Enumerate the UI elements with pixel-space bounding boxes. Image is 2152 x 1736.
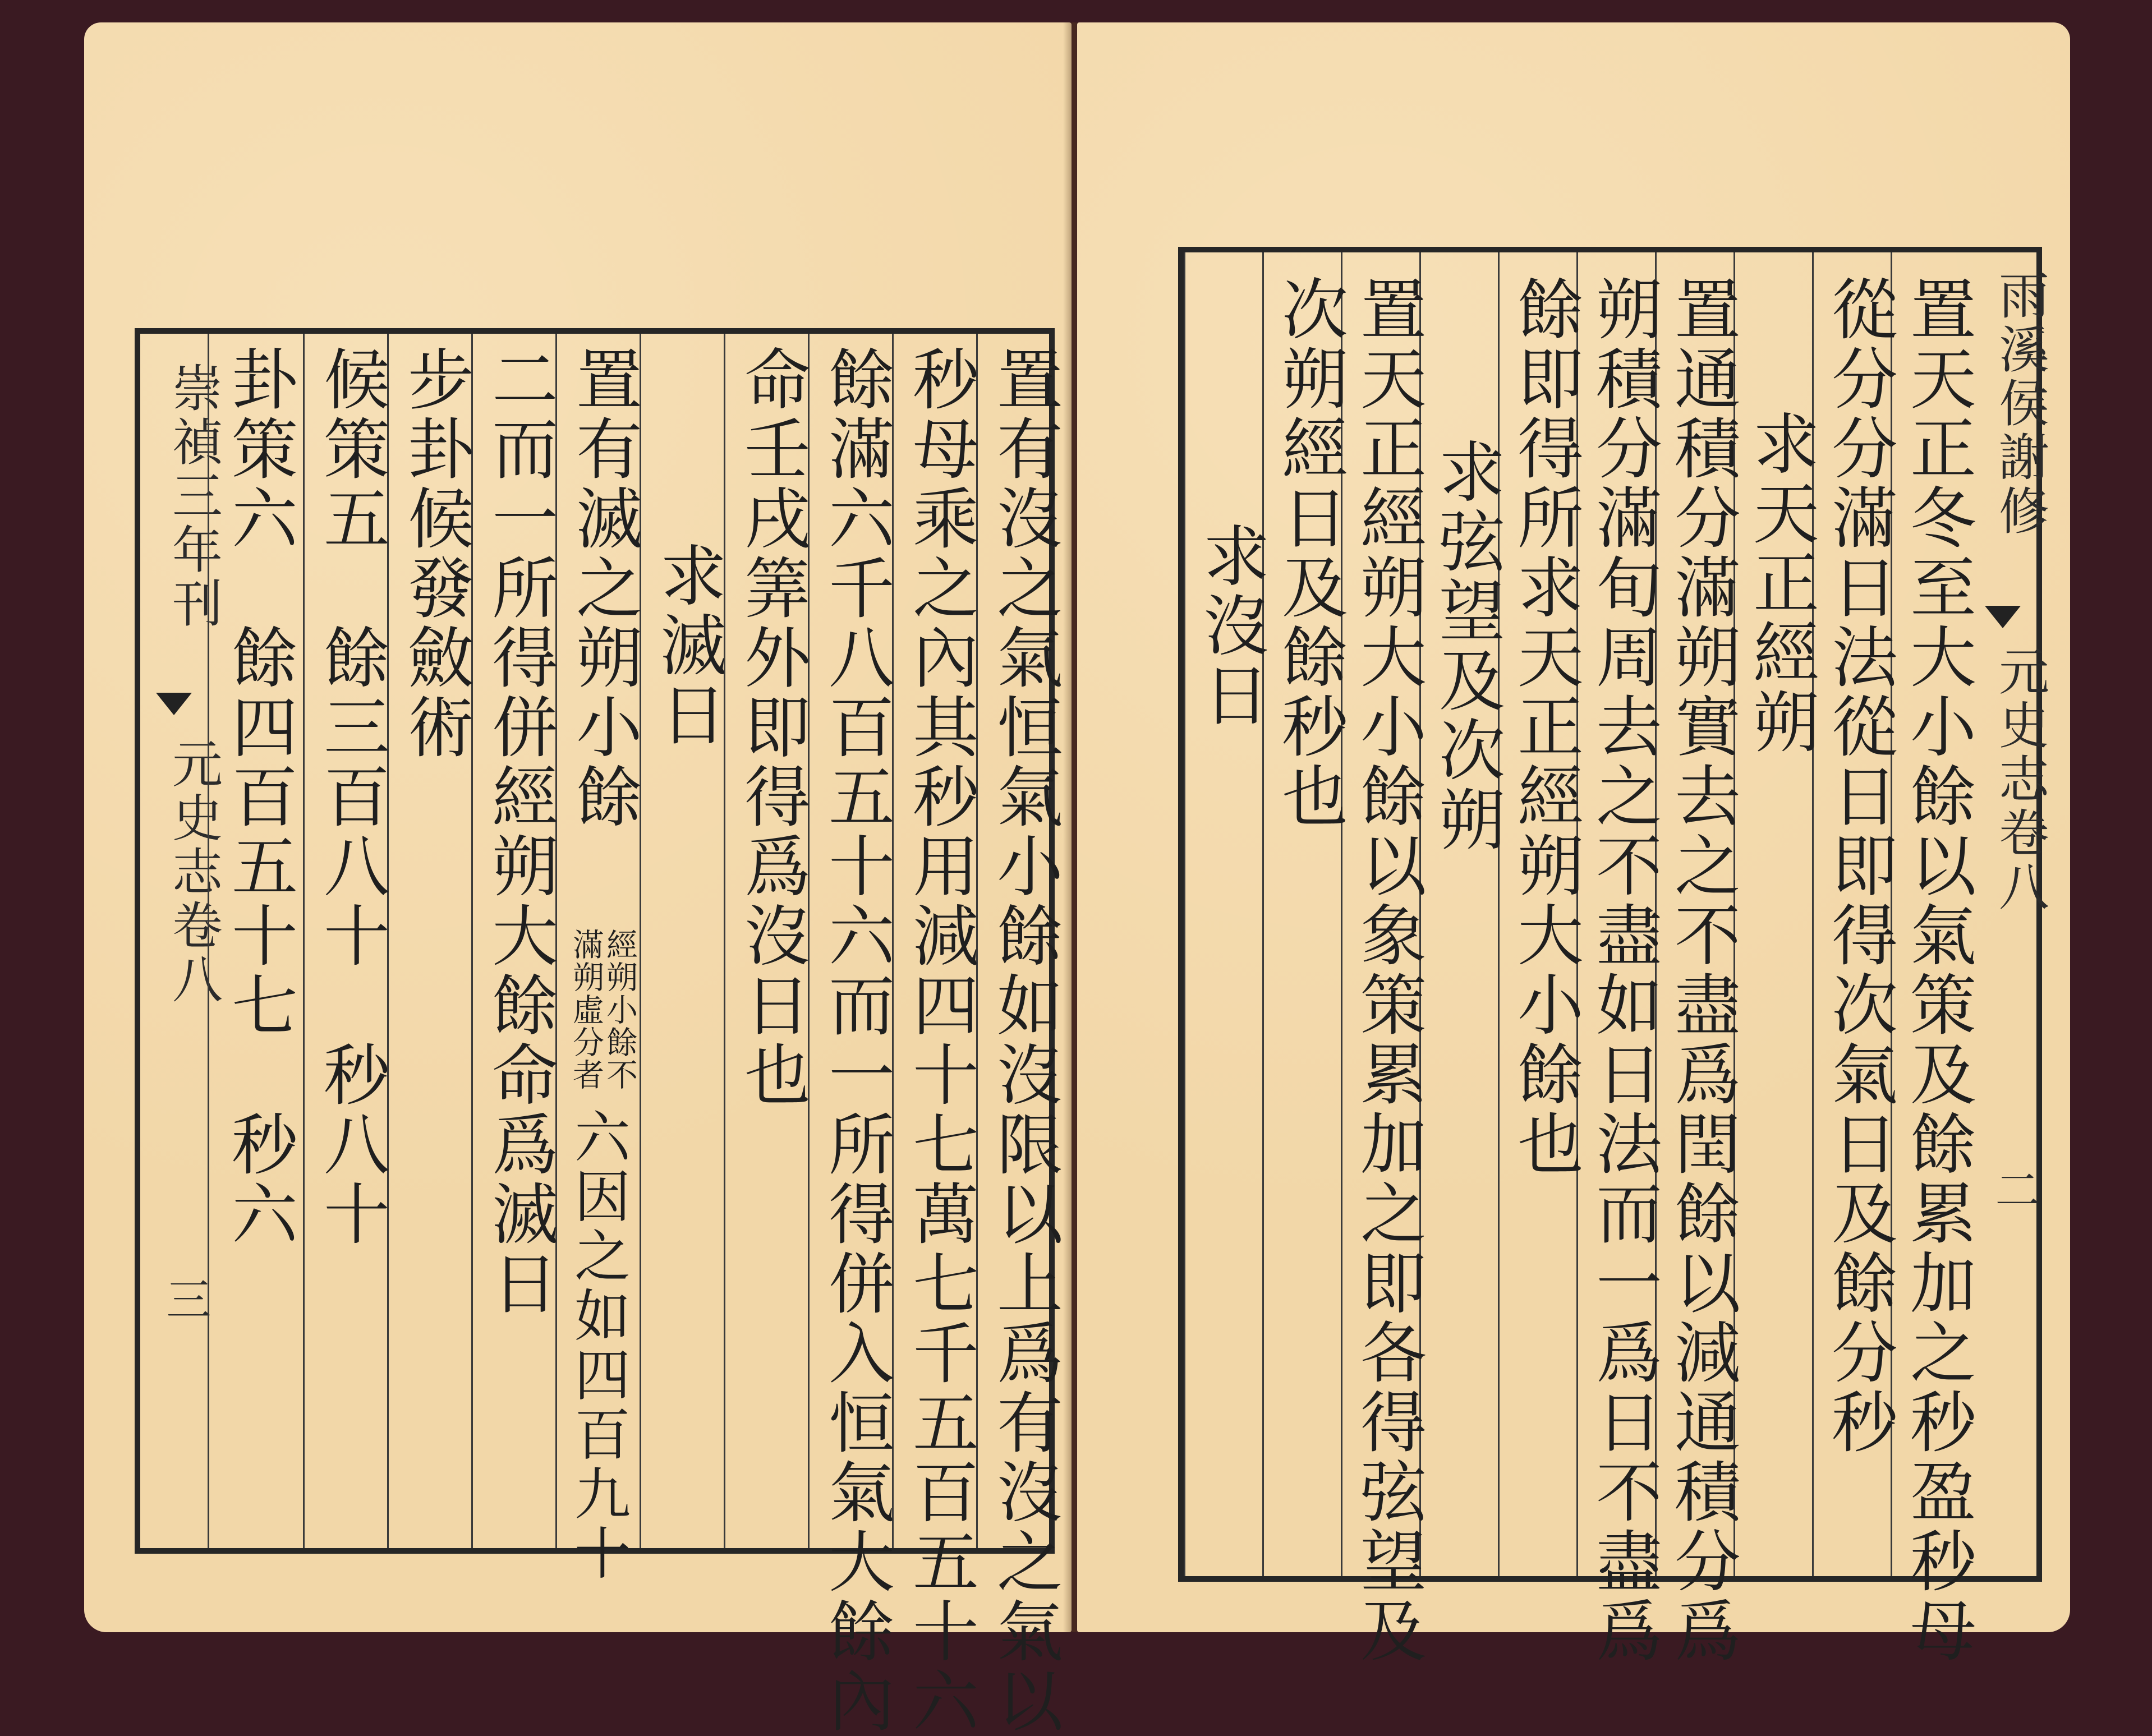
right-folio: 二 [1988,1167,2040,1212]
right-text-4: 置通積分滿朔實去之不盡爲閏餘以減通積分爲 [1663,275,1741,1666]
right-col-7 [1419,252,1505,1576]
left-text-9: 候策五 餘三百八十 秒八十 [312,345,390,1249]
right-col-9 [1262,252,1348,1576]
left-text-2: 秒母乘之內其秒用減四十七萬七千五百五十六 [902,345,979,1736]
left-margin-label: 崇禎三年刊 [163,362,222,631]
left-col-7 [471,334,558,1548]
right-margin-label: 雨溪侯謝修 [1990,269,2049,538]
left-text-4: 命壬戌筭外即得爲沒日也 [733,345,811,1110]
left-text-7: 二而一所得併經朔大餘命爲滅日 [481,345,558,1319]
right-col-10 [1184,252,1270,1576]
left-col-8 [387,334,474,1548]
left-text-10: 卦策六 餘四百五十七 秒六 [220,345,298,1249]
right-margin-volume: 元史志卷八 [1990,645,2049,914]
right-col-2 [1812,252,1898,1576]
left-col-5 [640,334,724,1548]
left-note-after: 六因之如四百九十 [565,1108,631,1583]
left-col-9 [303,334,390,1548]
right-col-4 [1655,252,1741,1666]
left-note-bottom: 滿朔虛分者 [568,928,604,1091]
left-col-3 [808,334,895,1736]
left-page-frame [135,328,1063,1736]
right-col-8 [1341,252,1427,1666]
right-text-8: 置天正經朔大小餘以象策累加之即各得弦望及 [1349,275,1427,1666]
left-text-1: 置有沒之氣恒氣小餘如沒限以上爲有沒之氣以 [986,345,1063,1736]
left-text-8: 步卦候發斂術 [397,345,474,762]
open-book [84,22,2070,1736]
left-margin-volume: 元史志卷八 [163,738,222,1007]
left-col-4 [724,334,811,1548]
left-col-1 [976,334,1063,1736]
left-margin-column [140,334,222,1548]
left-page [84,22,1072,1736]
right-page [1077,22,2070,1666]
right-col-6 [1498,252,1584,1576]
right-text-10: 求沒日 [1192,522,1270,730]
left-col-6 [555,334,642,1583]
fishtail-mark-right [1985,606,2021,628]
right-col-1 [1891,252,1976,1666]
right-text-2: 從分分滿日法從日即得次氣日及餘分秒 [1820,275,1898,1457]
right-col-5 [1576,252,1662,1666]
left-text-6: 置有滅之朔小餘 [565,345,642,832]
left-text-5: 求滅日 [649,541,726,750]
left-text-3: 餘滿六千八百五十六而一所得併入恒氣大餘內 [817,345,895,1736]
fishtail-mark [156,693,192,715]
right-text-5: 朔積分滿旬周去之不盡如日法而一爲日不盡爲 [1585,275,1662,1666]
left-col-10 [208,334,303,1548]
left-folio: 三 [159,1276,211,1321]
left-col-2 [892,334,979,1736]
left-note-top: 經朔小餘不 [601,928,638,1091]
right-col-3 [1733,252,1819,1576]
right-text-1: 置天正冬至大小餘以氣策及餘累加之秒盈秒母 [1899,275,1976,1666]
right-page-frame [1178,247,2049,1666]
right-text-3: 求天正經朔 [1742,409,1819,757]
right-text-7: 求弦望及次朔 [1428,438,1505,855]
right-text-9: 次朔經日及餘秒也 [1271,275,1348,831]
right-text-6: 餘即得所求天正經朔大小餘也 [1506,275,1584,1179]
